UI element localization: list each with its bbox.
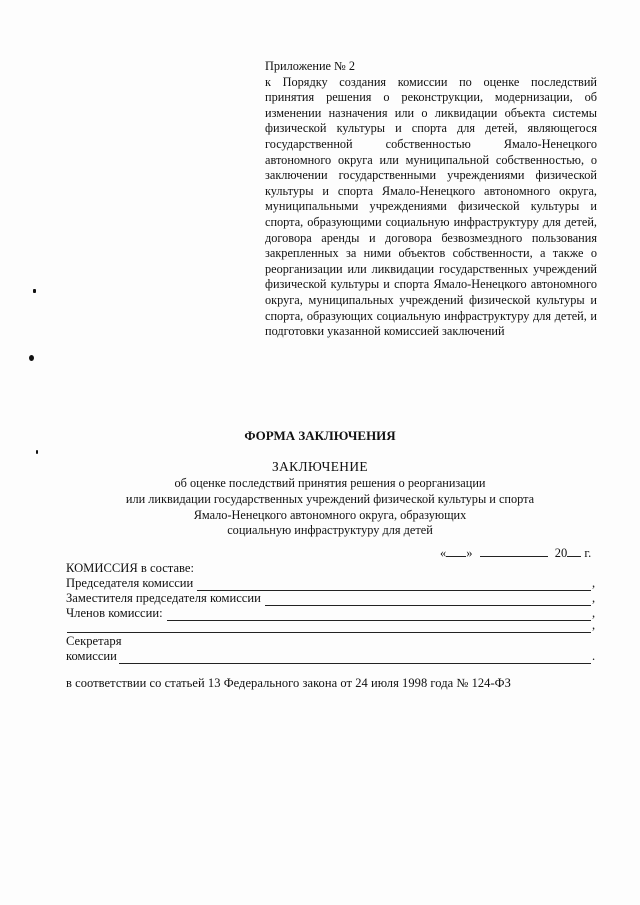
date-line xyxy=(440,545,591,561)
deputy-label: Заместителя председателя комиссии xyxy=(66,591,261,605)
scan-mark xyxy=(29,355,34,361)
chair-row xyxy=(66,576,598,591)
year-suffix: г. xyxy=(584,546,592,560)
conclusion-title: ЗАКЛЮЧЕНИЕ xyxy=(271,459,369,474)
month-field[interactable] xyxy=(480,545,548,557)
secretary-row xyxy=(66,649,598,664)
year-prefix: 20 xyxy=(554,546,568,560)
deputy-comma: , xyxy=(592,591,596,605)
members-field-continuation[interactable] xyxy=(67,621,591,633)
chair-field[interactable] xyxy=(197,579,591,591)
secretary-label: Секретаря xyxy=(66,634,122,648)
conclusion-subtitle-line: социальную инфраструктуру для детей xyxy=(227,523,433,538)
day-field[interactable] xyxy=(446,545,466,557)
secretary-period: . xyxy=(592,649,596,663)
deputy-row xyxy=(66,591,598,606)
secretary-label-row xyxy=(66,634,598,649)
secretary-label-2: комиссии xyxy=(66,649,117,663)
date-open-quote: « xyxy=(440,546,447,560)
annex-body: к Порядку создания комиссии по оценке последствий принятия решения о реконструкции, модернизации, об изменении назначения или о ликвидации объекта системы физической культуры и спорта для детей, являющегося государственной собственностью Ямало-Ненецкого автономного округа или муниципальной собственностью, о заключении государственными учреждениями физической культуры и спорта Ямало-Ненецкого автономного округа, муниципальными учреждениями физической культуры и спорта, образующими социальную инфраструктуру для детей, договора аренды и договора безвозмездного пользования закрепленных за ними объектов собственности, а также о реорганизации или ликвидации государственных учреждений физической культуры и спорта Ямало-Ненецкого автономного округа, муниципальных учреждений физической культуры и спорта, образующих социальную инфраструктуру для детей, и подготовки указанной комиссией заключений xyxy=(265,74,597,339)
commission-heading xyxy=(66,561,598,576)
members-label: Членов комиссии: xyxy=(66,606,163,620)
members-comma: , xyxy=(592,606,596,620)
conclusion-subtitle-line: или ликвидации государственных учреждений физической культуры и спорта xyxy=(125,491,535,506)
deputy-field[interactable] xyxy=(265,594,591,606)
annex-title: Приложение № 2 xyxy=(265,59,356,73)
form-title: ФОРМА ЗАКЛЮЧЕНИЯ xyxy=(244,428,396,443)
members-continuation-row xyxy=(66,618,598,633)
commission-heading-text: КОМИССИЯ в составе: xyxy=(66,561,195,575)
conclusion-subtitle-line: Ямало-Ненецкого автономного округа, образующих xyxy=(193,507,467,522)
chair-comma: , xyxy=(592,576,596,590)
scan-mark xyxy=(33,289,36,293)
conclusion-subtitle xyxy=(40,476,620,539)
conclusion-subtitle-line: об оценке последствий принятия решения о реорганизации xyxy=(174,476,486,490)
date-close-quote: » xyxy=(466,546,473,560)
chair-label: Председателя комиссии xyxy=(66,576,194,590)
year-field[interactable] xyxy=(567,545,581,557)
secretary-field[interactable] xyxy=(119,652,591,664)
scan-mark xyxy=(36,450,38,454)
annex-block xyxy=(265,59,597,340)
legal-text: в соответствии со статьей 13 Федерального закона от 24 июля 1998 года № 124-ФЗ xyxy=(66,676,511,690)
members-continuation-comma: , xyxy=(592,618,596,632)
